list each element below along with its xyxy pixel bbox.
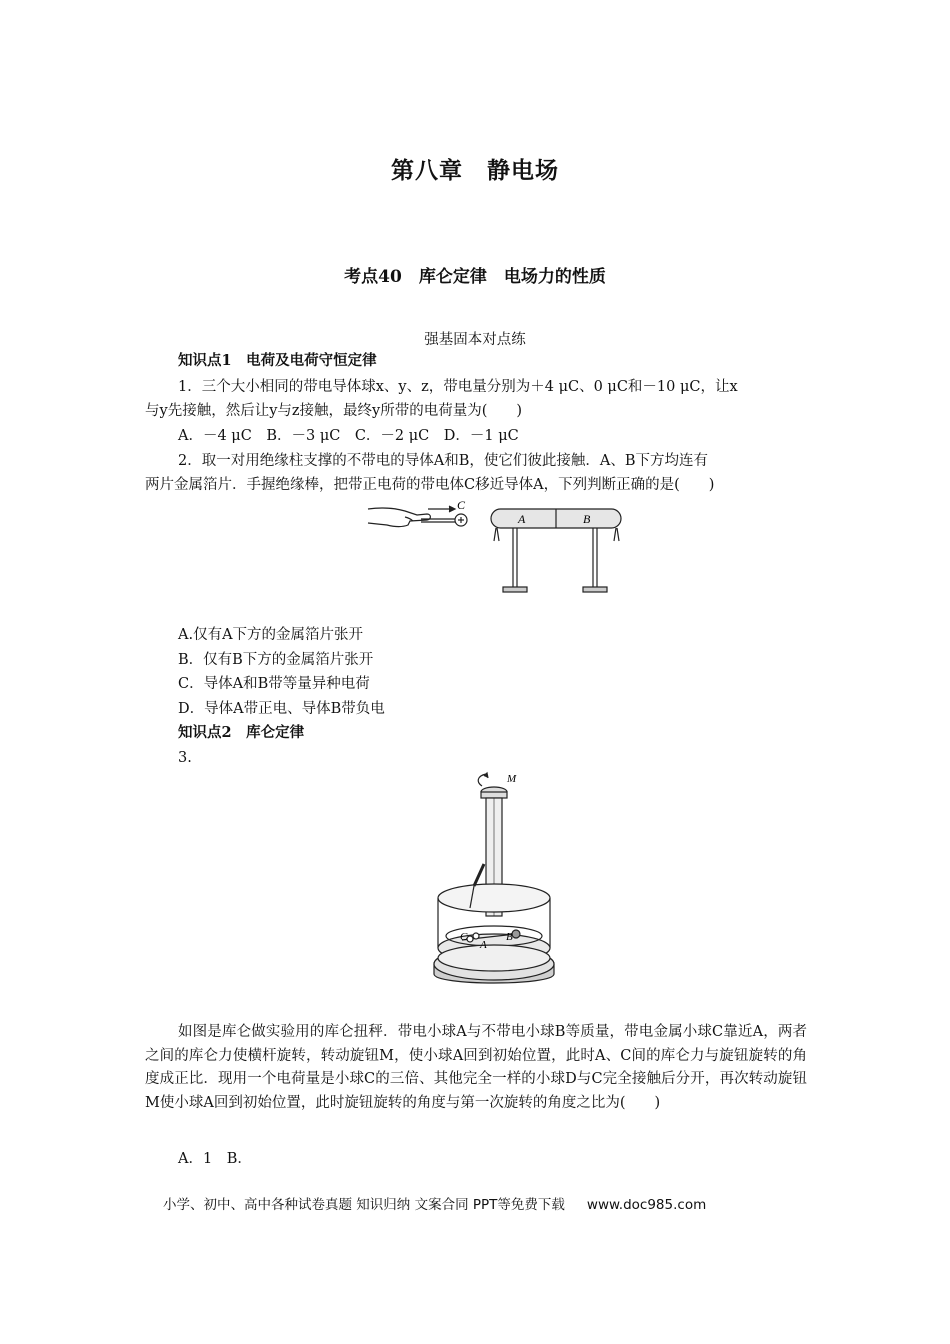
knowledge-point-1-heading: 知识点1 电荷及电荷守恒定律 [178, 352, 377, 369]
torsion-balance-figure [430, 768, 560, 1016]
question-1-line-1: 1．三个大小相同的带电导体球x、y、z，带电量分别为＋4 μC、0 μC和－10 μC，让x [178, 379, 738, 395]
label-a: A [518, 512, 526, 526]
label-c: C [457, 498, 466, 512]
question-2-line-1: 2．取一对用绝缘柱支撑的不带电的导体A和B，使它们彼此接触．A、B下方均连有 [178, 453, 708, 469]
label-m: M [507, 773, 517, 785]
question-2-line-2: 两片金属箔片．手握绝缘棒，把带正电荷的带电体C移近导体A，下列判断正确的是( ) [145, 477, 715, 493]
arrow-icon [449, 506, 455, 512]
question-2-option-a: A.仅有A下方的金属箔片张开 [178, 627, 364, 643]
label-c-ball: C [460, 931, 468, 943]
section-title: 考点40 库仑定律 电场力的性质 [344, 267, 606, 287]
question-3-number: 3. [178, 750, 192, 766]
footer-url[interactable]: www.doc985.com [586, 1197, 707, 1213]
hand-icon [368, 508, 430, 527]
page-footer [163, 1193, 706, 1213]
question-1-line-2: 与y先接触，然后让y与z接触，最终y所带的电荷量为( ) [145, 403, 523, 419]
label-b: B [583, 512, 591, 526]
question-2-option-d: D．导体A带正电、导体B带负电 [178, 701, 385, 717]
label-a-ball: A [480, 939, 487, 951]
conductor-figure [365, 497, 625, 599]
question-1-options: A．－4 μC B．－3 μC C．－2 μC D．－1 μC [178, 428, 519, 444]
label-b-ball: B [506, 931, 513, 943]
chapter-title: 第八章 静电场 [391, 157, 559, 184]
question-2-option-b: B．仅有B下方的金属箔片张开 [178, 652, 374, 668]
question-3-paragraph: 如图是库仑做实验用的库仑扭秤．带电小球A与不带电小球B等质量，带电金属小球C靠近A，两者之间的库仑力使横杆旋转，转动旋钮M，使小球A回到初始位置，此时A、C间的库仑力与旋钮旋转的角度成正比．现用一个电荷量是小球C的三倍、其他完全一样的小球D与C完全接触后分开，再次转动旋钮M使小球A回到初始位置，此时旋钮旋转的角度与第一次旋转的角度之比为( ) [145, 1024, 807, 1111]
practice-title: 强基固本对点练 [424, 332, 526, 348]
knowledge-point-2-heading: 知识点2 库仑定律 [178, 724, 305, 741]
question-3-options: A．1 B． [178, 1151, 252, 1167]
footer-text: 小学、初中、高中各种试卷真题 知识归纳 文案合同 PPT等免费下载 [163, 1197, 565, 1213]
question-2-option-c: C．导体A和B带等量异种电荷 [178, 676, 370, 692]
